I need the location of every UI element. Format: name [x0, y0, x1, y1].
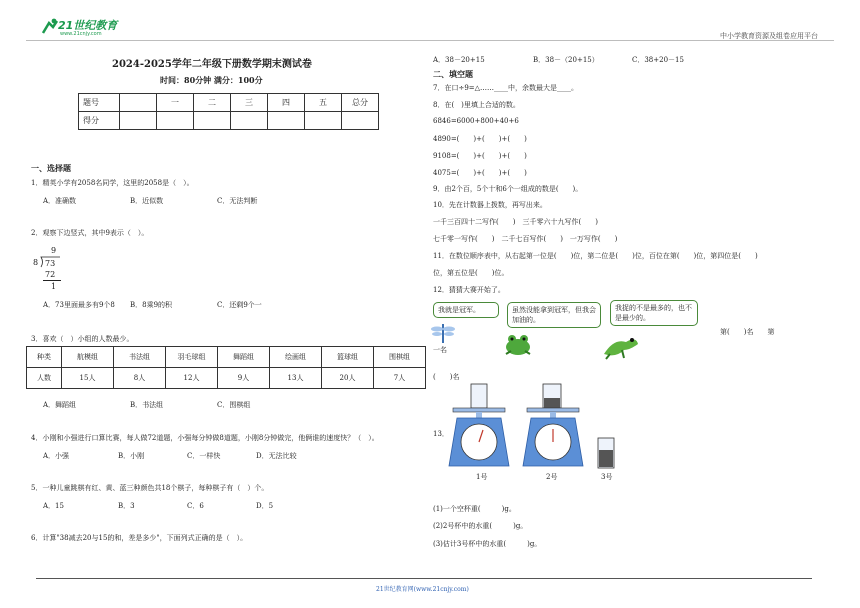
group-cell: 篮球组 [322, 347, 374, 368]
division-line [43, 280, 61, 281]
q12-answer-blank: ( )名 [433, 373, 460, 381]
q1-option-c: C．无法判断 [217, 197, 258, 205]
group-cell: 13人 [270, 368, 322, 389]
q8-row: 4075=( )+( )+( ) [433, 169, 527, 177]
q5-option-b: B．3 [118, 502, 135, 510]
footer-divider [36, 578, 812, 579]
division-remainder: 1 [51, 282, 57, 291]
score-cell: 题号 [79, 94, 120, 112]
q1-option-a: A．准确数 [43, 197, 77, 205]
question-7: 7．在口÷9=△……____中，余数最大是____。 [433, 84, 579, 92]
score-table-row [79, 94, 379, 112]
group-cell: 8人 [114, 368, 166, 389]
q10-line-2: 七千零一写作( ) 二千七百写作( ) 一万写作( ) [433, 235, 618, 243]
q2-option-c: C．还剩9个一 [217, 301, 262, 309]
group-cell: 12人 [166, 368, 218, 389]
score-cell [268, 112, 305, 130]
score-cell: 二 [194, 94, 231, 112]
group-cell: 15人 [62, 368, 114, 389]
score-cell [120, 112, 157, 130]
cup-3-icon [596, 436, 616, 470]
dragonfly-icon [431, 322, 455, 344]
speech-bubble: 我捉的不是最多的，也不是最少的。 [610, 300, 698, 326]
score-cell: 得分 [79, 112, 120, 130]
q5-option-c: C．6 [187, 502, 204, 510]
q3-option-b: B．书法组 [130, 401, 164, 409]
q4-option-d: D．无法比较 [256, 452, 297, 460]
group-cell: 书法组 [114, 347, 166, 368]
question-8: 8．在( )里填上合适的数。 [433, 101, 520, 109]
division-dividend: 73 [45, 259, 56, 268]
question-4: 4．小刚和小强进行口算比赛，每人做72道题，小强每分钟做8道题，小刚8分钟做完，他俩谁的速度快？（ ）。 [31, 434, 379, 442]
q8-row: 9108=( )+( )+( ) [433, 152, 527, 160]
platform-name: 中小学教育资源及组卷应用平台 [720, 32, 818, 40]
footer-link[interactable]: 21世纪教育网(www.21cnjy.com) [376, 586, 469, 593]
q2-option-a: A．73里面最多有9个8 [43, 301, 115, 309]
question-2: 2．观察下边竖式，其中9表示（ ）。 [31, 229, 149, 237]
question-5: 5．一种儿童跳棋有红、黄、蓝三种颜色共18个棋子，每种棋子有（ ）个。 [31, 484, 269, 492]
score-cell: 一 [157, 94, 194, 112]
group-table-row [27, 368, 426, 389]
group-cell: 舞蹈组 [218, 347, 270, 368]
q6-option-b: B．38－（20+15） [533, 56, 599, 64]
q4-option-c: C．一样快 [187, 452, 221, 460]
scale-1-icon [443, 382, 523, 470]
score-cell: 五 [305, 94, 342, 112]
question-3: 3．喜欢（ ）小组的人数最少。 [31, 335, 134, 343]
score-cell: 总分 [342, 94, 379, 112]
q12-answer-tail: 第( )名 第 [720, 328, 775, 336]
scale-label: 2号 [546, 473, 558, 481]
group-cell: 7人 [374, 368, 426, 389]
group-table [26, 346, 426, 389]
logo-text: 21世纪教育 [58, 19, 118, 32]
score-cell [120, 94, 157, 112]
section-title-choice: 一、选择题 [31, 163, 71, 173]
score-table [78, 93, 379, 130]
division-quotient: 9 [51, 246, 57, 255]
frog-icon [600, 328, 640, 360]
logo-url: www.21cnjy.com [60, 31, 102, 37]
group-cell: 绘画组 [270, 347, 322, 368]
group-cell: 围棋组 [374, 347, 426, 368]
scale-label: 3号 [601, 473, 613, 481]
header-divider [26, 40, 834, 41]
q5-option-a: A．15 [43, 502, 64, 510]
group-table-header [27, 347, 426, 368]
score-cell [231, 112, 268, 130]
question-6: 6．计算"38减去20与15的和，差是多少"，下面列式正确的是（ ）。 [31, 534, 248, 542]
question-13: 13． [433, 430, 449, 438]
q3-option-a: A．舞蹈组 [43, 401, 77, 409]
section-title-fill: 二、填空题 [433, 69, 473, 79]
q13-part-2: (2)2号杯中的水重( )g。 [433, 522, 528, 530]
q1-option-b: B．近似数 [130, 197, 164, 205]
score-table-row [79, 112, 379, 130]
q6-option-c: C．38+20－15 [632, 56, 684, 64]
division-product: 72 [45, 270, 56, 279]
group-cell: 9人 [218, 368, 270, 389]
q13-part-1: (1)一个空杯重( )g。 [433, 505, 516, 513]
group-cell: 航模组 [62, 347, 114, 368]
score-cell [157, 112, 194, 130]
group-cell: 20人 [322, 368, 374, 389]
division-divisor: 8 [33, 258, 39, 267]
scale-label: 1号 [476, 473, 488, 481]
score-cell: 三 [231, 94, 268, 112]
group-cell: 种类 [27, 347, 62, 368]
q2-option-b: B．8乘9的积 [130, 301, 173, 309]
frog-icon [503, 332, 533, 358]
score-cell [305, 112, 342, 130]
q13-part-3: (3)估计3号杯中的水重( )g。 [433, 540, 542, 548]
question-9: 9．由2个百，5个十和6个一组成的数是( )。 [433, 185, 583, 193]
q11-line-1: 11．在数位顺序表中，从右起第一位是( )位，第二位是( )位，百位在第( )位，第四位是( ) [433, 252, 758, 260]
exam-title: 2024-2025学年二年级下册数学期末测试卷 [112, 59, 312, 70]
score-cell: 四 [268, 94, 305, 112]
q3-option-c: C．围棋组 [217, 401, 251, 409]
speech-bubble: 虽然没能拿到冠军，但我会加油的。 [507, 302, 601, 328]
q4-option-a: A．小强 [43, 452, 70, 460]
q6-option-a: A．38－20+15 [433, 56, 485, 64]
speech-bubble: 我就是冠军。 [433, 302, 499, 318]
q8-equation: 6846=6000+800+40+6 [433, 117, 519, 125]
group-cell: 人数 [27, 368, 62, 389]
question-12: 12．猜猜大赛开始了。 [433, 286, 505, 294]
q12-answer-first: 一名 [433, 346, 447, 354]
scale-2-icon [519, 382, 599, 470]
group-cell: 羽毛球组 [166, 347, 218, 368]
score-cell [342, 112, 379, 130]
question-1: 1．精英小学有2058名同学，这里的2058是（ ）。 [31, 179, 194, 187]
q10-line-1: 一千三百四十二写作( ) 三千零六十九写作( ) [433, 218, 598, 226]
q11-line-2: 位，第五位是( )位。 [433, 269, 509, 277]
q8-row: 4890=( )+( )+( ) [433, 135, 527, 143]
q5-option-d: D．5 [256, 502, 274, 510]
question-10: 10．先在计数器上拨数，再写出来。 [433, 201, 547, 209]
score-cell [194, 112, 231, 130]
exam-meta: 时间：80分钟 满分：100分 [160, 75, 263, 85]
q4-option-b: B．小刚 [118, 452, 145, 460]
